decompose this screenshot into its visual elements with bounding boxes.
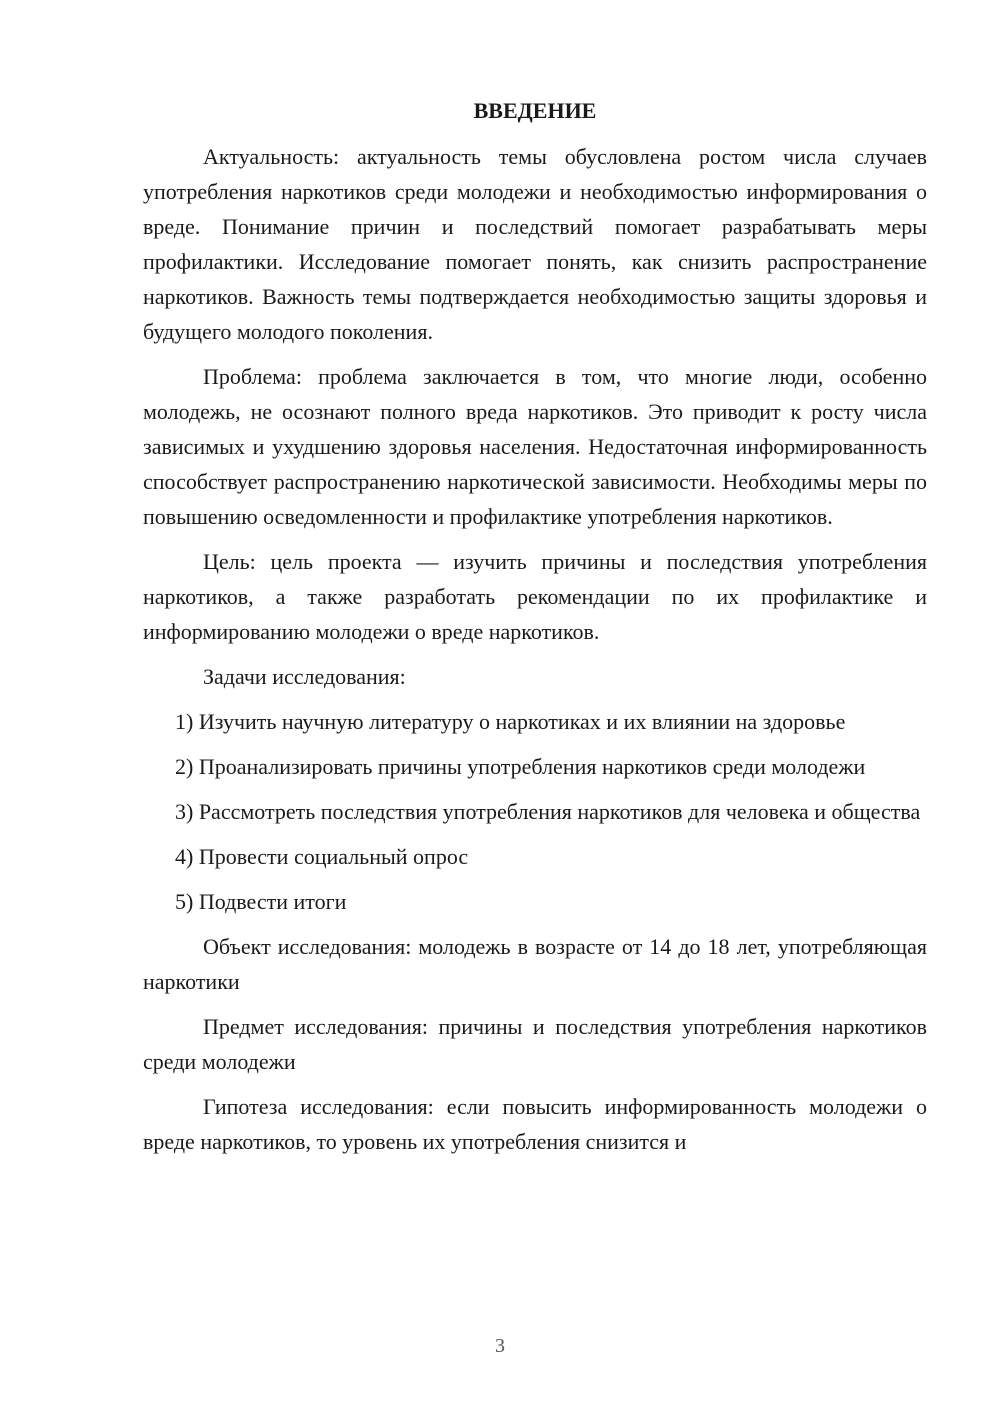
paragraph-goal: Цель: цель проекта — изучить причины и последствия употребления наркотиков, а также разработать рекомендации по их профилактике и информированию молодежи о вреде наркотиков. bbox=[143, 549, 927, 644]
section-title: ВВЕДЕНИЕ bbox=[473, 98, 597, 123]
task-item: 5) Подвести итоги bbox=[175, 889, 347, 914]
paragraph-hypothesis: Гипотеза исследования: если повысить информированность молодежи о вреде наркотиков, то уровень их употребления снизится и bbox=[143, 1094, 927, 1154]
paragraph-problem: Проблема: проблема заключается в том, что многие люди, особенно молодежь, не осознают полного вреда наркотиков. Это приводит к росту числа зависимых и ухудшению здоровья населения. Недостаточная информированность способствует распространению наркотической зависимости. Необходимы меры по повышению осведомленности и профилактике употребления наркотиков. bbox=[143, 364, 927, 529]
task-item: 2) Проанализировать причины употребления наркотиков среди молодежи bbox=[175, 754, 866, 779]
task-item: 3) Рассмотреть последствия употребления наркотиков для человека и общества bbox=[175, 799, 921, 824]
paragraph-object: Объект исследования: молодежь в возрасте от 14 до 18 лет, употребляющая наркотики bbox=[143, 934, 927, 994]
paragraph-relevance: Актуальность: актуальность темы обусловлена ростом числа случаев употребления наркотиков среди молодежи и необходимостью информирования о вреде. Понимание причин и последствий помогает разрабатывать меры профилактики. Исследование помогает понять, как снизить распространение наркотиков. Важность темы подтверждается необходимостью защиты здоровья и будущего молодого поколения. bbox=[143, 144, 927, 344]
page-content bbox=[143, 95, 927, 1169]
task-item: 1) Изучить научную литературу о наркотиках и их влиянии на здоровье bbox=[175, 709, 846, 734]
task-item: 4) Провести социальный опрос bbox=[175, 844, 469, 869]
paragraph-subject: Предмет исследования: причины и последствия употребления наркотиков среди молодежи bbox=[143, 1014, 927, 1074]
page-number: 3 bbox=[495, 1335, 505, 1357]
paragraph-tasks-heading: Задачи исследования: bbox=[203, 664, 406, 689]
